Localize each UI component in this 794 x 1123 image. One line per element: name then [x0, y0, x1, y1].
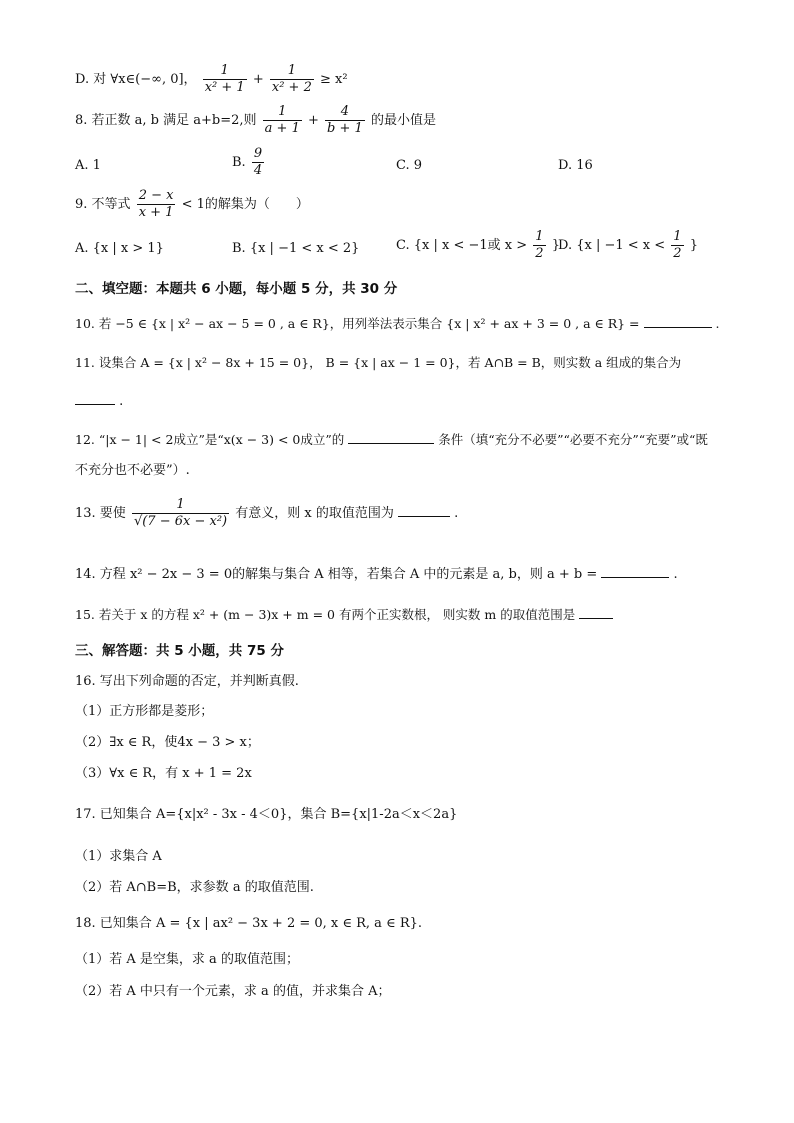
q8-option-b-fraction [252, 146, 264, 179]
q7-plus: + [252, 72, 264, 87]
q7-rhs: ≥ x² [320, 72, 348, 87]
q14-text: 14. 方程 x² − 2x − 3 = 0的解集与集合 A 相等，若集合 A 中的元素是 a, b，则 a + b = [75, 567, 598, 582]
q9-option-c-fraction [533, 229, 545, 262]
section-2-heading: 二、填空题：本题共 6 小题，每小题 5 分，共 30 分 [75, 281, 398, 297]
q16-item-1: （1）正方形都是菱形； [75, 704, 214, 719]
q9-option-c [396, 229, 560, 262]
q12-line-1 [75, 429, 708, 449]
q9-option-d-denominator: 2 [673, 246, 682, 261]
q17-stem: 17. 已知集合 A={x|x² - 3x - 4＜0}，集合 B={x|1-2a＜x＜2a} [75, 807, 458, 822]
q8-plus: + [308, 113, 319, 128]
q8-stem [75, 104, 436, 137]
q8-frac1-numerator: 1 [263, 104, 302, 121]
q9-stem-prefix: 9. 不等式 [75, 197, 131, 212]
q8-option-b [232, 146, 266, 179]
q7-option-d-prefix: D. 对 ∀x∈(−∞, 0]， [75, 72, 197, 87]
q8-fraction-2 [325, 104, 365, 137]
q8-option-b-label: B. [232, 155, 246, 170]
q8-option-d: D. 16 [558, 158, 593, 173]
q12-line1-prefix: 12. “|x − 1| < 2成立”是“x(x − 3) < 0成立”的 [75, 432, 345, 447]
q8-stem-prefix: 8. 若正数 a, b 满足 a+b=2,则 [75, 113, 257, 128]
q7-frac2-numerator: 1 [270, 63, 314, 80]
q11-end: . [119, 394, 124, 409]
q9-stem [75, 188, 309, 221]
q9-option-a: A. {x | x > 1} [75, 241, 164, 256]
q18-stem: 18. 已知集合 A = {x | ax² − 3x + 2 = 0, x ∈ R, a ∈ R}. [75, 916, 423, 931]
q9-option-d-numerator: 1 [673, 229, 682, 244]
q10-answer-blank[interactable] [644, 313, 712, 328]
q16-item-2: （2）∃x ∈ R，使4x − 3 > x； [75, 735, 260, 750]
q15 [75, 604, 613, 624]
q8-frac2-numerator: 4 [325, 104, 365, 121]
q7-fraction-1 [203, 63, 247, 96]
q8-frac1-denominator: a + 1 [264, 121, 300, 136]
q12-line1-suffix: 条件（填“充分不必要”“必要不充分”“充要”或“既 [438, 432, 708, 447]
q9-option-c-suffix: } [551, 238, 560, 253]
q18-item-1: （1）若 A 是空集，求 a 的取值范围； [75, 952, 299, 967]
q9-stem-suffix: < 1的解集为（ ） [181, 197, 309, 212]
q13-frac-numerator: 1 [132, 497, 229, 514]
q17-item-1: （1）求集合 A [75, 849, 162, 864]
q13-prefix: 13. 要使 [75, 506, 126, 521]
q9-option-b: B. {x | −1 < x < 2} [232, 241, 360, 256]
q10-text: 10. 若 −5 ∈ {x | x² − ax − 5 = 0 , a ∈ R}，用列举法表示集合 {x | x² + ax + 3 = 0 , a ∈ R} = [75, 316, 640, 331]
q11-answer-blank[interactable] [75, 390, 115, 405]
q18-item-2: （2）若 A 中只有一个元素，求 a 的值，并求集合 A； [75, 984, 391, 999]
section-3-heading: 三、解答题：共 5 小题，共 75 分 [75, 643, 284, 659]
q15-answer-blank[interactable] [579, 604, 613, 619]
q8-fraction-1 [263, 104, 302, 137]
q13-fraction [132, 497, 229, 530]
q9-fraction [137, 188, 176, 221]
q11-answer-line [75, 390, 123, 411]
q14-end: . [673, 567, 678, 582]
q8-option-b-numerator: 9 [253, 146, 263, 161]
q9-option-d-suffix: } [689, 238, 698, 253]
q9-option-d [558, 229, 698, 262]
q10-end: . [715, 316, 720, 331]
q12-line-2: 不充分也不必要”）. [75, 463, 190, 478]
q8-stem-suffix: 的最小值是 [370, 113, 436, 128]
q11-text: 11. 设集合 A = {x | x² − 8x + 15 = 0}， B = {x | ax − 1 = 0}，若 A∩B = B，则实数 a 组成的集合为 [75, 355, 682, 370]
q10 [75, 313, 719, 333]
q13-answer-blank[interactable] [398, 502, 450, 517]
q9-option-d-prefix: D. {x | −1 < x < [558, 238, 666, 253]
q13-suffix: 有意义，则 x 的取值范围为 [235, 506, 394, 521]
q7-frac1-denominator: x² + 1 [204, 80, 245, 95]
q7-option-d [75, 63, 348, 96]
q13-end: . [454, 506, 459, 521]
q9-option-d-fraction [671, 229, 683, 262]
q9-frac-numerator: 2 − x [138, 188, 174, 203]
q9-option-c-denominator: 2 [535, 246, 544, 261]
q11 [75, 354, 681, 372]
q8-option-b-denominator: 4 [253, 163, 263, 178]
q9-option-c-numerator: 1 [535, 229, 544, 244]
q14-answer-blank[interactable] [601, 563, 669, 578]
q16-item-3: （3）∀x ∈ R，有 x + 1 = 2x [75, 766, 252, 781]
q7-frac1-numerator: 1 [203, 63, 247, 80]
q8-frac2-denominator: b + 1 [327, 121, 363, 136]
q7-fraction-2 [270, 63, 314, 96]
q13-frac-denominator: √(7 − 6x − x²) [133, 514, 228, 529]
q7-frac2-denominator: x² + 2 [271, 80, 312, 95]
q9-frac-denominator: x + 1 [138, 205, 174, 220]
q8-option-c: C. 9 [396, 158, 423, 173]
q12-answer-blank[interactable] [348, 429, 434, 444]
q9-option-c-prefix: C. {x | x < −1或 x > [396, 238, 528, 253]
q13 [75, 497, 458, 530]
q17-item-2: （2）若 A∩B=B，求参数 a 的取值范围. [75, 880, 314, 895]
q14 [75, 563, 678, 584]
q16-stem: 16. 写出下列命题的否定，并判断真假. [75, 674, 299, 689]
q15-text: 15. 若关于 x 的方程 x² + (m − 3)x + m = 0 有两个正实数根， 则实数 m 的取值范围是 [75, 607, 576, 622]
q8-option-a: A. 1 [75, 158, 101, 173]
